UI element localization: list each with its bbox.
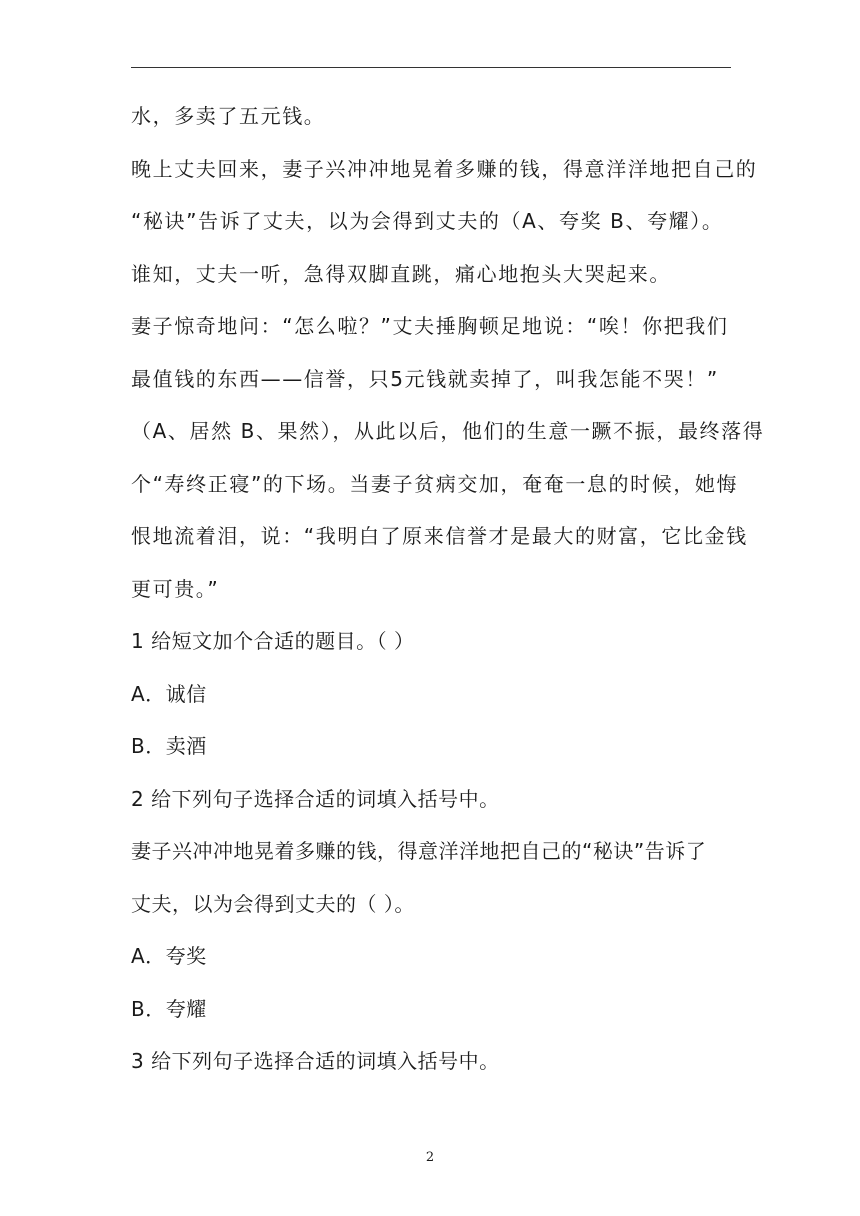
header-rule [131, 67, 731, 68]
question-1-option-a: A．诚信 [131, 682, 207, 706]
question-1-option-b: B．卖酒 [131, 734, 207, 758]
story-line: 恨地流着泪，说：“我明白了原来信誉才是最大的财富，它比金钱 [131, 524, 748, 548]
question-2-sentence: 丈夫，以为会得到丈夫的（ ）。 [131, 892, 415, 916]
question-3-stem: 3 给下列句子选择合适的词填入括号中。 [131, 1049, 500, 1073]
story-line: （A、居然 B、果然），从此以后，他们的生意一蹶不振，最终落得 [131, 419, 765, 443]
story-line: 个“寿终正寝”的下场。当妻子贫病交加，奄奄一息的时候，她悔 [131, 472, 739, 496]
question-1-stem: 1 给短文加个合适的题目。（ ） [131, 629, 415, 653]
page-number: 2 [425, 1150, 435, 1165]
story-line: 更可贵。” [131, 577, 220, 601]
story-line: 晚上丈夫回来，妻子兴冲冲地晃着多赚的钱，得意洋洋地把自己的 [131, 157, 758, 181]
story-line: 妻子惊奇地问：“怎么啦？”丈夫捶胸顿足地说：“唉！你把我们 [131, 314, 729, 338]
story-line: 最值钱的东西——信誉，只5元钱就卖掉了，叫我怎能不哭！” [131, 367, 719, 391]
story-line: 水，多卖了五元钱。 [131, 104, 326, 128]
story-line: “秘诀”告诉了丈夫，以为会得到丈夫的（A、夸奖 B、夸耀）。 [131, 209, 724, 233]
question-2-option-a: A．夸奖 [131, 944, 207, 968]
story-line: 谁知，丈夫一听，急得双脚直跳，痛心地抱头大哭起来。 [131, 262, 671, 286]
question-2-option-b: B．夸耀 [131, 997, 207, 1021]
question-2-stem: 2 给下列句子选择合适的词填入括号中。 [131, 787, 500, 811]
question-2-sentence: 妻子兴冲冲地晃着多赚的钱，得意洋洋地把自己的“秘诀”告诉了 [131, 839, 707, 863]
